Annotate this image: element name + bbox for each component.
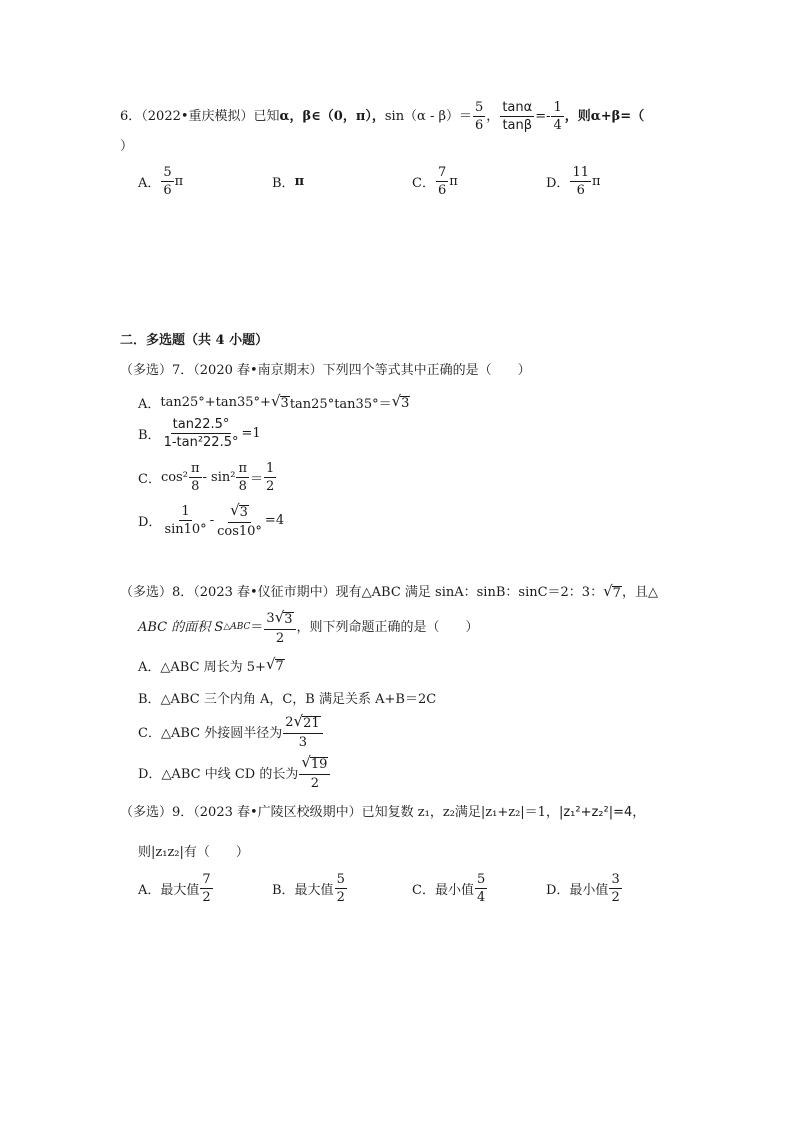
q6-option-c: C． $\frac{7}{6}$ π [412,165,458,198]
q8-option-b: B． △ABC 三个内角 A，C，B 满足关系 A+B＝2C [138,692,437,707]
q6-intro: 6．（2022•重庆模拟）已知 [120,109,280,125]
q7-option-c: C． cos² $\frac{\pi}{8}$ - sin² $\frac{\pi}{8}$ ＝ $\frac{1}{2}$ [138,461,275,494]
q8-option-d: D． △ABC 中线 CD 的长为 √ 19 2 [138,755,331,791]
q9-stem-line2: 则|z₁z₂|有（ ） [138,845,249,860]
q9-option-d: D．最小值 $\frac{3}{2}$ [546,872,620,905]
q7-option-a: A． tan25°+tan35°+ √ 3 tan25°tan35°＝ √ 3 [138,391,410,412]
q6-frac-1-4: $\frac{1}{4}$ [553,100,562,133]
q6-sin: sin（α - β）＝ [384,109,473,125]
q8-option-c: C． △ABC 外接圆半径为 2 √ 21 3 [138,714,324,750]
q8-stem: （多选）8．（2023 春•仪征市期中）现有△ABC 满足 sinA：sinB：sinC＝2：3： √ 7 ，且△ [120,582,658,601]
q7-option-d: D． $\frac{1}{\sin 10^\circ}$ - √ 3 cos10° =4 [138,501,285,539]
section-title: 二．多选题（共 4 小题） [120,333,269,348]
q9-stem: （多选）9．（2023 春•广陵区校级期中）已知复数 z₁，z₂满足|z₁+z₂|＝1， |z₁²+z₂²|=4 ， [120,805,646,820]
q6-option-b: B． π [272,174,305,191]
q7-stem: （多选）7．（2020 春•南京期末）下列四个等式其中正确的是（ ） [120,363,531,378]
q6-close: ） [120,139,134,154]
q9-option-c: C．最小值 $\frac{5}{4}$ [412,872,486,905]
q9-option-b: B．最大值 $\frac{5}{2}$ [272,872,345,905]
q8-option-a: A． △ABC 周长为 5+ √ 7 [138,654,284,675]
q6-option-d: D． $\frac{11}{6}$ π [546,165,601,198]
q9-option-a: A．最大值 $\frac{7}{2}$ [138,872,211,905]
q6-alpha-beta: α，β∈（0，π）， [279,109,385,125]
q8-stem-line2: ABC 的面积 S △ABC ＝ 3 √ 3 2 ，则下列命题正确的是（ ） [138,608,479,646]
q6-stem: 6．（2022•重庆模拟）已知 α，β∈（0，π）， sin（α - β）＝ $\frac{5}{6}$ ， $\frac{\tan\alpha}{\tan\beta}$ =- $\frac{1}{4}$ ，则α+β=（ [120,100,645,133]
q6-tail: ，则α+β=（ [564,109,645,125]
q6-frac-tan: $\frac{\tan\alpha}{\tan\beta}$ [502,100,533,133]
q7-option-b: B． $\frac{\tan 22.5^\circ}{\text{1-tan²22.5°}}$ =1 [138,417,261,450]
q9-abs-expr: |z₁²+z₂²|=4 [558,805,633,820]
q6-option-a: A． $\frac{5}{6}$ π [138,165,184,198]
q6-frac-5-6: $\frac{5}{6}$ [475,100,484,133]
